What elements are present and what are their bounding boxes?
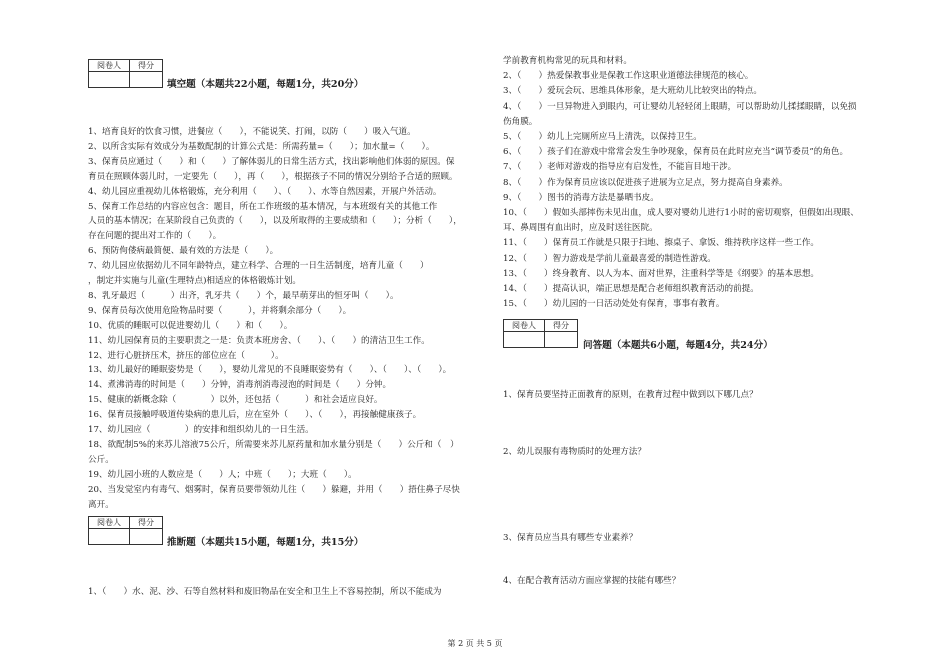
question-line: 11、（ ）保育员工作就是只限于扫地、擦桌子、拿饭、维持秩序这样一些工作。 bbox=[503, 238, 820, 249]
question-line: 9、保育员每次使用危险物品时要（ ），并将剩余部分（ ）。 bbox=[88, 305, 352, 316]
question-line: 4、（ ）一旦异物进入到眼内，可让婴幼儿轻轻闭上眼睛，可以帮助幼儿揉揉眼睛，以免损 bbox=[503, 101, 857, 112]
question-line: 1、（ ）水、泥、沙、石等自然材料和废旧物品在安全和卫生上不容易控制，所以不能成为 bbox=[88, 587, 442, 597]
question-line: 3、（ ）爱玩会玩、思维具体形象，是大班幼儿比较突出的特点。 bbox=[503, 86, 762, 97]
page-footer: 第 2 页 共 5 页 bbox=[447, 639, 503, 648]
question-line: 1、培育良好的饮食习惯，进餐应（ ），不能说笑、打闹，以防（ ）吸入气道。 bbox=[88, 127, 416, 137]
grader-cell[interactable] bbox=[89, 529, 130, 545]
question-line: 公斤。 bbox=[88, 454, 114, 465]
qa-question: 3、保育员应当具有哪些专业素养？ bbox=[503, 533, 638, 543]
question-line: 6、预防佝偻病最简便、最有效的方法是（ ）。 bbox=[88, 246, 279, 257]
question-line: ，制定并实施与儿童(生理特点)相适应的体格锻炼计划。 bbox=[88, 276, 301, 286]
question-line: 10、（ ）假如头部摔伤未见出血，成人要对婴幼儿进行1小时的密切观察，但假如出现眼、 bbox=[503, 208, 859, 218]
score-box-fill bbox=[88, 59, 163, 88]
score-label: 得分 bbox=[130, 517, 163, 529]
question-line: 20、当发觉室内有毒气、烟雾时，保育员要带领幼儿往（ ）躲避，并用（ ）捂住鼻子尽快 bbox=[88, 484, 460, 495]
question-line: 5、（ ）幼儿上完厕所应马上清洗，以保持卫生。 bbox=[503, 132, 702, 142]
question-line: 5、保育工作总结的内容应包含：题目，所在工作班级的基本情况，与本班级有关的其他工作 bbox=[88, 201, 438, 212]
question-line: 耳、鼻周围有血出时，应及时送往医院。 bbox=[503, 223, 658, 234]
qa-question: 4、在配合教育活动方面应掌握的技能有哪些？ bbox=[503, 576, 681, 586]
question-line: 学前教育机构常见的玩具和材料。 bbox=[503, 56, 632, 66]
question-line: 10、优质的睡眠可以促进婴幼儿（ ）和（ ）。 bbox=[88, 320, 293, 331]
grader-cell[interactable] bbox=[504, 332, 545, 348]
question-line: 13、（ ）终身教育、以人为本、面对世界，注重科学等是《纲要》的基本思想。 bbox=[503, 268, 820, 279]
grader-label: 阅卷人 bbox=[89, 60, 130, 72]
question-line: 14、（ ）提高认识，端正思想是配合老师组织教育活动的前提。 bbox=[503, 284, 759, 294]
question-line: 6、（ ）孩子们在游戏中常常会发生争吵现象，保育员在此时应充当“调节委员”的角色。 bbox=[503, 147, 849, 158]
question-line: 8、（ ）作为保育员应该以促进孩子进展为立足点，努力提高自身素养。 bbox=[503, 177, 788, 188]
grader-label: 阅卷人 bbox=[89, 517, 130, 529]
score-box-judge bbox=[88, 516, 163, 545]
score-cell[interactable] bbox=[545, 332, 578, 348]
question-line: 存在问题的提出对工作的（ ）。 bbox=[88, 231, 222, 242]
score-cell[interactable] bbox=[130, 72, 163, 88]
question-line: 18、欲配制5%的来苏儿溶液75公斤，所需要来苏儿原药量和加水量分别是（ ）公斤和（ ） bbox=[88, 439, 459, 450]
grader-label: 阅卷人 bbox=[504, 320, 545, 332]
question-line: 12、（ ）智力游戏是学前儿童最喜爱的制造性游戏。 bbox=[503, 253, 716, 264]
section-title-qa: 问答题（本题共6小题，每题4分，共24分） bbox=[583, 340, 773, 351]
score-box-qa bbox=[503, 319, 578, 348]
section-title-fill: 填空题（本题共22小题，每题1分，共20分） bbox=[167, 79, 364, 90]
question-line: 育员在照顾体弱儿时，一定要先（ ），再（ ），根据孩子不同的情况分别给予合适的照顾。 bbox=[88, 171, 458, 182]
question-line: 14、煮沸消毒的时间是（ ）分钟，消毒剂消毒浸泡的时间是（ ）分钟。 bbox=[88, 380, 392, 391]
question-line: 9、（ ）图书的消毒方法是暴晒书皮。 bbox=[503, 192, 659, 203]
question-line: 7、（ ）老师对游戏的指导应有启发性，不能盲目地干涉。 bbox=[503, 162, 737, 173]
score-label: 得分 bbox=[130, 60, 163, 72]
question-line: 17、幼儿园应（ ）的安排和组织幼儿的一日生活。 bbox=[88, 425, 314, 435]
question-line: 4、幼儿园应重视幼儿体格锻炼，充分利用（ ）、（ ）、水等自然因素，开展户外活动。 bbox=[88, 186, 442, 197]
question-line: 16、保育员接触呼吸道传染病的患儿后，应在室外（ ）、（ ），再接触健康孩子。 bbox=[88, 410, 422, 421]
question-line: 3、保育员应通过（ ）和（ ）了解体弱儿的日常生活方式，找出影响他们体弱的原因。保 bbox=[88, 156, 455, 167]
question-line: 19、幼儿园小班的人数应是（ ）人；中班（ ）；大班（ ）。 bbox=[88, 469, 357, 480]
grader-cell[interactable] bbox=[89, 72, 130, 88]
question-line: 12、进行心脏挤压术，挤压的部位应在（ ）。 bbox=[88, 350, 284, 361]
question-line: 人员的基本情况；在某阶段自己负责的（ ），以及所取得的主要成绩和（ ）；分析（ ）， bbox=[88, 216, 462, 227]
question-line: 15、（ ）幼儿园的一日活动处处有保育，事事有教育。 bbox=[503, 299, 725, 310]
question-line: 13、幼儿最好的睡眠姿势是（ ），婴幼儿常见的不良睡眠姿势有（ ）、（ ）、（ ）。 bbox=[88, 365, 452, 376]
question-line: 11、幼儿园保育员的主要职责之一是：负责本班房舍、（ ）、（ ）的清洁卫生工作。 bbox=[88, 335, 430, 346]
question-line: 2、（ ）热爱保教事业是保教工作这职业道德法律规范的核心。 bbox=[503, 71, 754, 82]
question-line: 伤角膜。 bbox=[503, 116, 538, 127]
question-line: 8、乳牙最迟（ ）出齐，乳牙共（ ）个，最早萌芽出的恒牙叫（ ）。 bbox=[88, 290, 399, 301]
qa-question: 2、幼儿误服有毒物质时的处理方法？ bbox=[503, 447, 646, 457]
score-cell[interactable] bbox=[130, 529, 163, 545]
question-line: 7、幼儿园应依据幼儿不同年龄特点，建立科学、合理的一日生活制度，培育儿童（ ） bbox=[88, 261, 429, 272]
score-label: 得分 bbox=[545, 320, 578, 332]
question-line: 15、健康的新概念除（ ）以外，还包括（ ）和社会适应良好。 bbox=[88, 395, 383, 406]
qa-question: 1、保育员要坚持正面教育的原则，在教育过程中做到以下哪几点？ bbox=[503, 390, 758, 400]
section-title-judge: 推断题（本题共15小题，每题1分，共15分） bbox=[167, 537, 364, 548]
question-line: 离开。 bbox=[88, 499, 114, 510]
question-line: 2、以所含实际有效成分为基数配制的计算公式是：所需药量=（ ）；加水量=（ ）。 bbox=[88, 141, 435, 152]
